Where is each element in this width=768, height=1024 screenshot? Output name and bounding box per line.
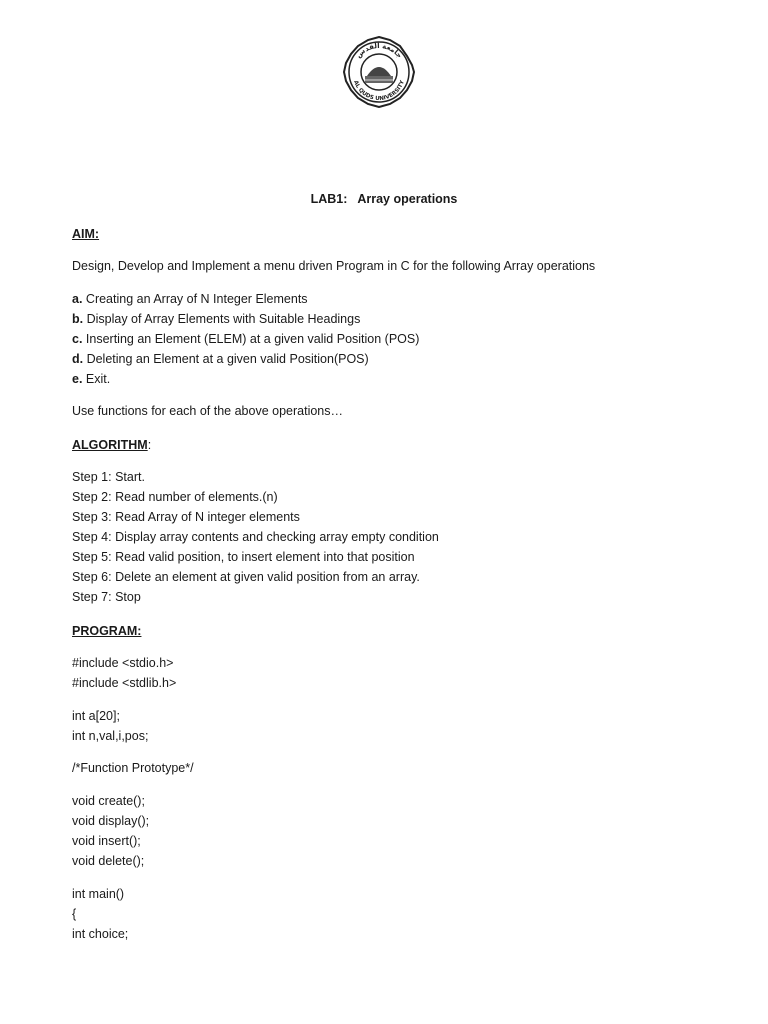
algorithm-heading	[72, 437, 151, 453]
item-letter: b.	[72, 312, 84, 326]
aim-description: Design, Develop and Implement a menu driven Program in C for the following Array operations	[72, 259, 596, 273]
algorithm-step: Step 7: Stop	[72, 590, 141, 604]
aim-item-e	[72, 371, 110, 387]
algorithm-step: Step 5: Read valid position, to insert element into that position	[72, 550, 415, 564]
code-line: void insert();	[72, 834, 141, 848]
algorithm-heading-colon: :	[147, 438, 152, 452]
algorithm-heading-text: ALGORITHM	[72, 438, 148, 452]
algorithm-step: Step 2: Read number of elements.(n)	[72, 490, 278, 504]
code-line: #include <stdio.h>	[72, 656, 174, 670]
code-line: {	[72, 907, 77, 921]
code-line: void create();	[72, 794, 145, 808]
lab-title: LAB1: Array operations	[310, 192, 458, 206]
code-line: int n,val,i,pos;	[72, 729, 149, 743]
code-line: int main()	[72, 887, 125, 901]
item-text: Exit.	[82, 372, 111, 386]
aim-heading: AIM:	[72, 227, 100, 241]
code-line: int choice;	[72, 927, 129, 941]
aim-item-b	[72, 311, 360, 327]
algorithm-step: Step 6: Delete an element at given valid position from an array.	[72, 570, 420, 584]
svg-text:AL QUDS UNIVERSITY: AL QUDS UNIVERSITY	[352, 79, 406, 103]
item-letter: a.	[72, 292, 83, 306]
university-seal-logo	[343, 36, 415, 108]
item-text: Inserting an Element (ELEM) at a given valid Position (POS)	[82, 332, 420, 346]
aim-item-a	[72, 291, 308, 307]
item-text: Creating an Array of N Integer Elements	[82, 292, 308, 306]
item-letter: d.	[72, 352, 84, 366]
item-letter: e.	[72, 372, 83, 386]
algorithm-step: Step 4: Display array contents and checking array empty condition	[72, 530, 439, 544]
item-letter: c.	[72, 332, 83, 346]
aim-item-d	[72, 351, 369, 367]
code-line: /*Function Prototype*/	[72, 761, 194, 775]
item-text: Display of Array Elements with Suitable Headings	[83, 312, 361, 326]
code-line: void display();	[72, 814, 150, 828]
code-line: void delete();	[72, 854, 145, 868]
algorithm-step: Step 3: Read Array of N integer elements	[72, 510, 300, 524]
aim-note: Use functions for each of the above operations…	[72, 404, 343, 418]
program-heading: PROGRAM:	[72, 624, 142, 638]
algorithm-step: Step 1: Start.	[72, 470, 145, 484]
item-text: Deleting an Element at a given valid Position(POS)	[83, 352, 369, 366]
code-line: #include <stdlib.h>	[72, 676, 177, 690]
aim-item-c	[72, 331, 419, 347]
code-line: int a[20];	[72, 709, 120, 723]
svg-text:جامعة القدس: جامعة القدس	[354, 41, 404, 60]
